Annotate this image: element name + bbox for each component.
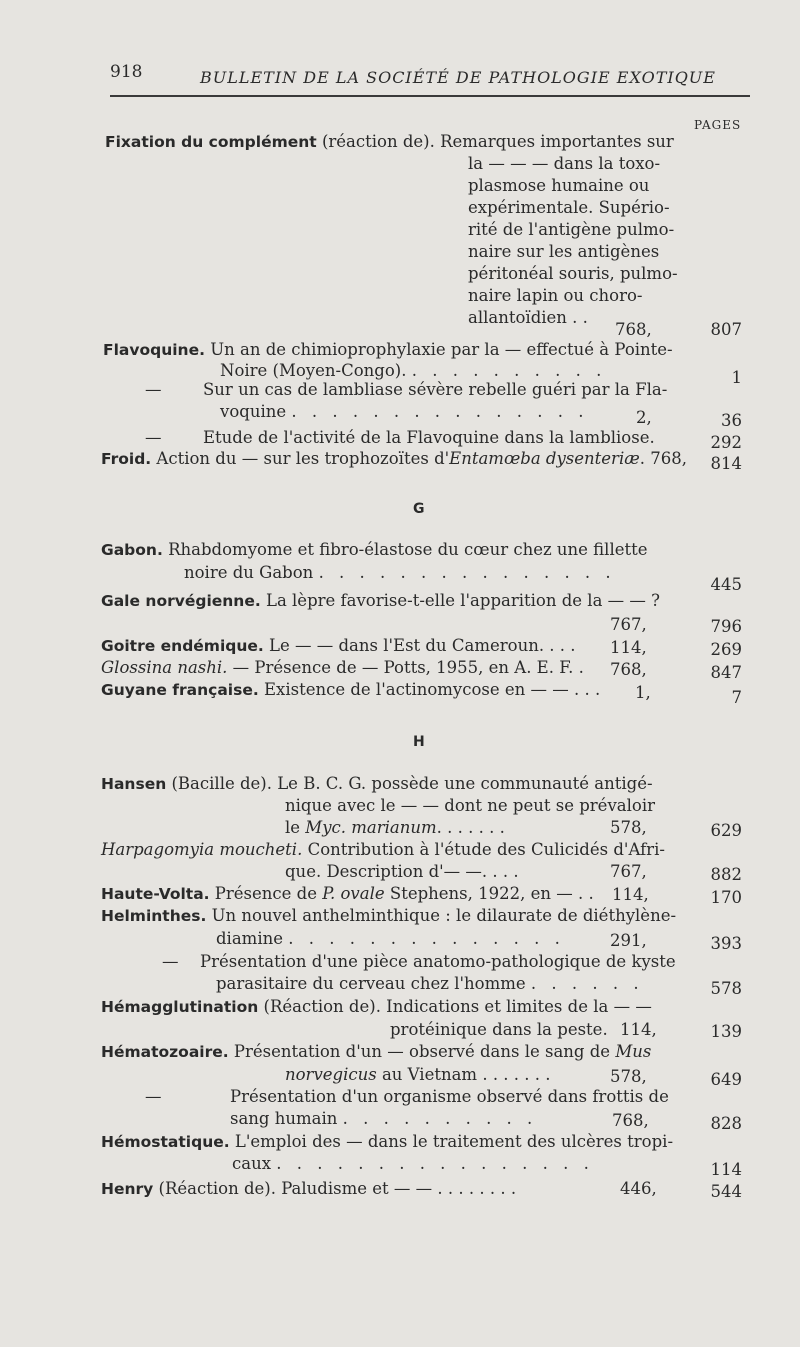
page-ref: 828	[710, 1114, 742, 1133]
entry-text: Contribution à l'étude des Culicidés d'Afri-	[302, 840, 665, 859]
volume-ref: 578,	[610, 818, 647, 837]
entry-line	[184, 562, 616, 584]
entry-text: Présentation d'un — observé dans le sang de	[228, 1042, 616, 1061]
entry-heading: Goitre endémique.	[101, 637, 264, 655]
entry-line: naire sur les antigènes	[468, 242, 660, 261]
entry-line	[220, 401, 588, 423]
entry-line: expérimentale. Supério-	[468, 198, 670, 217]
entry-heading: Gabon.	[101, 541, 163, 559]
entry-text: sang humain	[230, 1109, 338, 1128]
entry-heading: Gale norvégienne.	[101, 592, 261, 610]
entry-text: (Bacille de). Le B. C. G. possède une communauté antigé-	[166, 774, 653, 793]
entry-line: Présentation d'un organisme observé dans frottis de	[230, 1087, 669, 1106]
entry-line	[285, 817, 505, 839]
species-name: P. ovale	[322, 884, 385, 903]
volume-ref: 114,	[620, 1020, 657, 1039]
volume-ref: 446,	[620, 1179, 657, 1198]
entry-text: au Vietnam . . . . . . .	[376, 1065, 551, 1084]
entry-dash: —	[145, 1087, 162, 1106]
entry-line	[101, 539, 648, 561]
entry-line: naire lapin ou choro-	[468, 286, 643, 305]
entry-line	[230, 1108, 537, 1130]
volume-ref: 291,	[610, 931, 647, 950]
entry-line: allantoïdien . .	[468, 308, 588, 327]
page-ref: 269	[710, 640, 742, 659]
entry-line	[101, 1131, 673, 1153]
volume-ref: 1,	[635, 683, 651, 702]
page-ref: 649	[710, 1070, 742, 1089]
entry-text: parasitaire du cerveau chez l'homme	[216, 974, 526, 993]
entry-text: . . . . . . .	[436, 818, 505, 837]
entry-heading: Froid.	[101, 450, 152, 468]
page-ref: 544	[710, 1182, 742, 1201]
entry-line	[101, 448, 687, 470]
page-ref: 393	[710, 934, 742, 953]
entry-text: le	[285, 818, 306, 837]
entry-text: — Présence de — Potts, 1955, en A. E. F. .	[227, 658, 584, 677]
entry-text: caux	[232, 1154, 272, 1173]
entry-line	[285, 1064, 551, 1086]
entry-text: Existence de l'actinomycose en — — . . .	[258, 680, 601, 699]
entry-heading: Flavoquine.	[103, 341, 205, 359]
entry-line: péritonéal souris, pulmo-	[468, 264, 678, 283]
entry-heading: Hémagglutination	[101, 998, 259, 1016]
entry-text: La lèpre favorise-t-elle l'apparition de la — — ?	[260, 591, 660, 610]
page-ref: 814	[710, 454, 742, 473]
entry-line	[216, 928, 565, 950]
entry-heading: Fixation du complément	[105, 133, 317, 151]
page-ref: 36	[721, 411, 742, 430]
entry-heading: Guyane française.	[101, 681, 259, 699]
page-ref: 578	[710, 979, 742, 998]
entry-heading: Hématozoaire.	[101, 1043, 229, 1061]
entry-line	[101, 635, 576, 657]
entry-dash: —	[162, 952, 179, 971]
entry-text: noire du Gabon	[184, 563, 314, 582]
page-ref: 139	[710, 1022, 742, 1041]
entry-text: L'emploi des — dans le traitement des ulcères tropi-	[229, 1132, 674, 1151]
entry-text: voquine	[220, 402, 287, 421]
entry-text: . 768,	[639, 449, 687, 468]
species-heading: Glossina nashi.	[101, 658, 228, 677]
species-heading: Harpagomyia moucheti.	[101, 840, 303, 859]
entry-text: Présence de	[209, 884, 323, 903]
entry-text: Le — — dans l'Est du Cameroun. . . .	[263, 636, 576, 655]
pages-column-label: PAGES	[694, 118, 742, 132]
page-ref: 807	[710, 320, 742, 339]
section-letter-g: G	[413, 501, 425, 517]
page-ref: 796	[710, 617, 742, 636]
entry-line	[101, 996, 652, 1018]
entry-line: Sur un cas de lambliase sévère rebelle guéri par la Fla-	[203, 380, 668, 399]
entry-line	[232, 1153, 594, 1175]
volume-ref: 768,	[615, 320, 652, 339]
entry-heading: Henry	[101, 1180, 154, 1198]
section-letter-h: H	[413, 734, 425, 750]
leader-dots: . . . . . . . . . . . . . . .	[291, 402, 589, 421]
entry-line: rité de l'antigène pulmo-	[468, 220, 675, 239]
header-rule	[110, 95, 750, 97]
entry-text: Un nouvel anthelminthique : le dilaurate de diéthylène-	[206, 906, 677, 925]
volume-ref: 767,	[610, 615, 647, 634]
entry-text: (Réaction de). Paludisme et — — . . . . . . . .	[153, 1179, 517, 1198]
entry-text: Un an de chimioprophylaxie par la — effectué à Pointe-	[205, 340, 673, 359]
page-ref: 170	[710, 888, 742, 907]
volume-ref: 578,	[610, 1067, 647, 1086]
leader-dots: . . . . . . . . . .	[342, 1109, 538, 1128]
entry-line: nique avec le — — dont ne peut se prévaloir	[285, 796, 655, 815]
page-number: 918	[110, 62, 143, 82]
entry-text: Stephens, 1922, en — . .	[384, 884, 594, 903]
entry-line	[101, 1041, 651, 1063]
volume-ref: 768,	[610, 660, 647, 679]
running-title: BULLETIN DE LA SOCIÉTÉ DE PATHOLOGIE EXOTIQUE	[200, 68, 716, 87]
page-ref: 114	[710, 1160, 742, 1179]
entry-line	[101, 657, 584, 679]
entry-text: diamine	[216, 929, 283, 948]
volume-ref: 114,	[610, 638, 647, 657]
page-ref: 7	[731, 688, 742, 707]
entry-heading: Haute-Volta.	[101, 885, 210, 903]
entry-text: Rhabdomyome et fibro-élastose du cœur chez une fillette	[162, 540, 648, 559]
entry-line	[101, 773, 653, 795]
entry-line	[101, 905, 676, 927]
species-name: Mus	[615, 1042, 652, 1061]
entry-text: d'	[434, 449, 450, 468]
entry-text: Action du — sur les trophozoïtes	[151, 449, 435, 468]
entry-line: que. Description d'— —. . . .	[285, 862, 519, 881]
volume-ref: 767,	[610, 862, 647, 881]
page-ref: 847	[710, 663, 742, 682]
entry-line: Etude de l'activité de la Flavoquine dans la lambliose.	[203, 428, 655, 447]
entry-line: la — — — dans la toxo-	[468, 154, 661, 173]
leader-dots: . . . . . . . . . . . . . .	[288, 929, 565, 948]
entry-text: (réaction de). Remarques importantes sur	[316, 132, 674, 151]
entry-heading: Hansen	[101, 775, 167, 793]
entry-line	[101, 679, 600, 701]
page-ref: 629	[710, 821, 742, 840]
entry-line	[101, 839, 665, 861]
species-name: norvegicus	[285, 1065, 377, 1084]
entry-line	[216, 973, 644, 995]
leader-dots: . . . . . . . . . . . . . . .	[318, 563, 616, 582]
species-name: Myc. marianum	[305, 818, 437, 837]
page-ref: 1	[731, 368, 742, 387]
entry-heading: Helminthes.	[101, 907, 207, 925]
entry-line	[101, 883, 594, 905]
volume-ref: 768,	[612, 1111, 649, 1130]
entry-text: (Réaction de). Indications et limites de la — —	[258, 997, 652, 1016]
leader-dots: . . . . . . . . . .	[411, 361, 607, 380]
page-ref: 882	[710, 865, 742, 884]
entry-line: plasmose humaine ou	[468, 176, 650, 195]
entry-line	[101, 590, 660, 612]
entry-dash: —	[145, 428, 162, 447]
page-ref: 445	[710, 575, 742, 594]
species-name: Entamœba dysenteriæ	[449, 449, 640, 468]
entry-dash: —	[145, 380, 162, 399]
entry-line	[105, 131, 674, 153]
volume-ref: 2,	[636, 408, 652, 427]
entry-line	[103, 339, 673, 361]
volume-ref: 114,	[612, 885, 649, 904]
entry-line: Présentation d'une pièce anatomo-pathologique de kyste	[200, 952, 676, 971]
entry-heading: Hémostatique.	[101, 1133, 230, 1151]
entry-text: Noire (Moyen-Congo).	[220, 361, 407, 380]
page-ref: 292	[710, 433, 742, 452]
leader-dots: . . . . . .	[530, 974, 644, 993]
entry-line	[101, 1178, 516, 1200]
leader-dots: . . . . . . . . . . . . . . . .	[276, 1154, 594, 1173]
entry-line: protéinique dans la peste.	[390, 1020, 608, 1039]
